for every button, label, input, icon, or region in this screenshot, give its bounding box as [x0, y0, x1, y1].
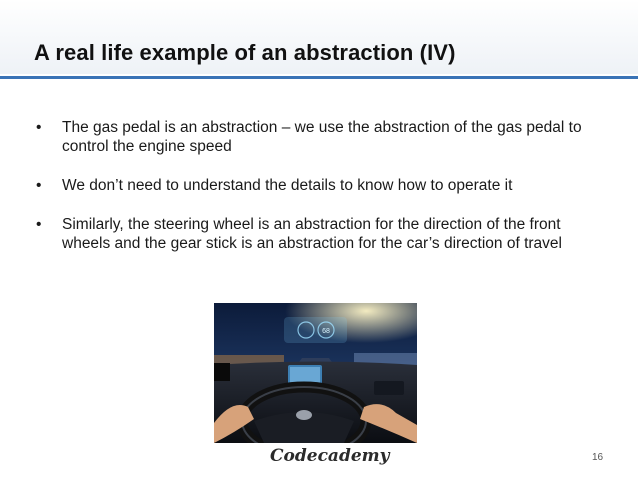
bullet-icon: •: [36, 119, 42, 136]
bullet-text: Similarly, the steering wheel is an abstraction for the direction of the front wheels and the gear stick is an abstraction for the car’s direction of travel: [62, 216, 562, 252]
bullet-item: [36, 118, 606, 156]
console-buttons: [374, 381, 404, 395]
bullet-item: [36, 176, 606, 195]
hud-speed: 68: [322, 328, 330, 335]
car-dashboard-image: [214, 303, 417, 443]
bullet-icon: •: [36, 216, 42, 233]
page-number: 16: [592, 452, 604, 463]
car-dashboard-illustration: [214, 303, 417, 443]
bullet-text: The gas pedal is an abstraction – we use the abstraction of the gas pedal to control the engine speed: [62, 119, 582, 155]
hud-display: [284, 317, 347, 343]
title-underline: [0, 76, 638, 79]
bullet-list: [36, 118, 606, 253]
bullet-item: [36, 215, 606, 253]
side-mirror: [214, 363, 230, 381]
slide-title: A real life example of an abstraction (IV): [34, 40, 456, 65]
codecademy-logo: Codecademy: [270, 446, 390, 466]
bullet-text: We don’t need to understand the details to know how to operate it: [62, 177, 513, 194]
bullet-icon: •: [36, 177, 42, 194]
